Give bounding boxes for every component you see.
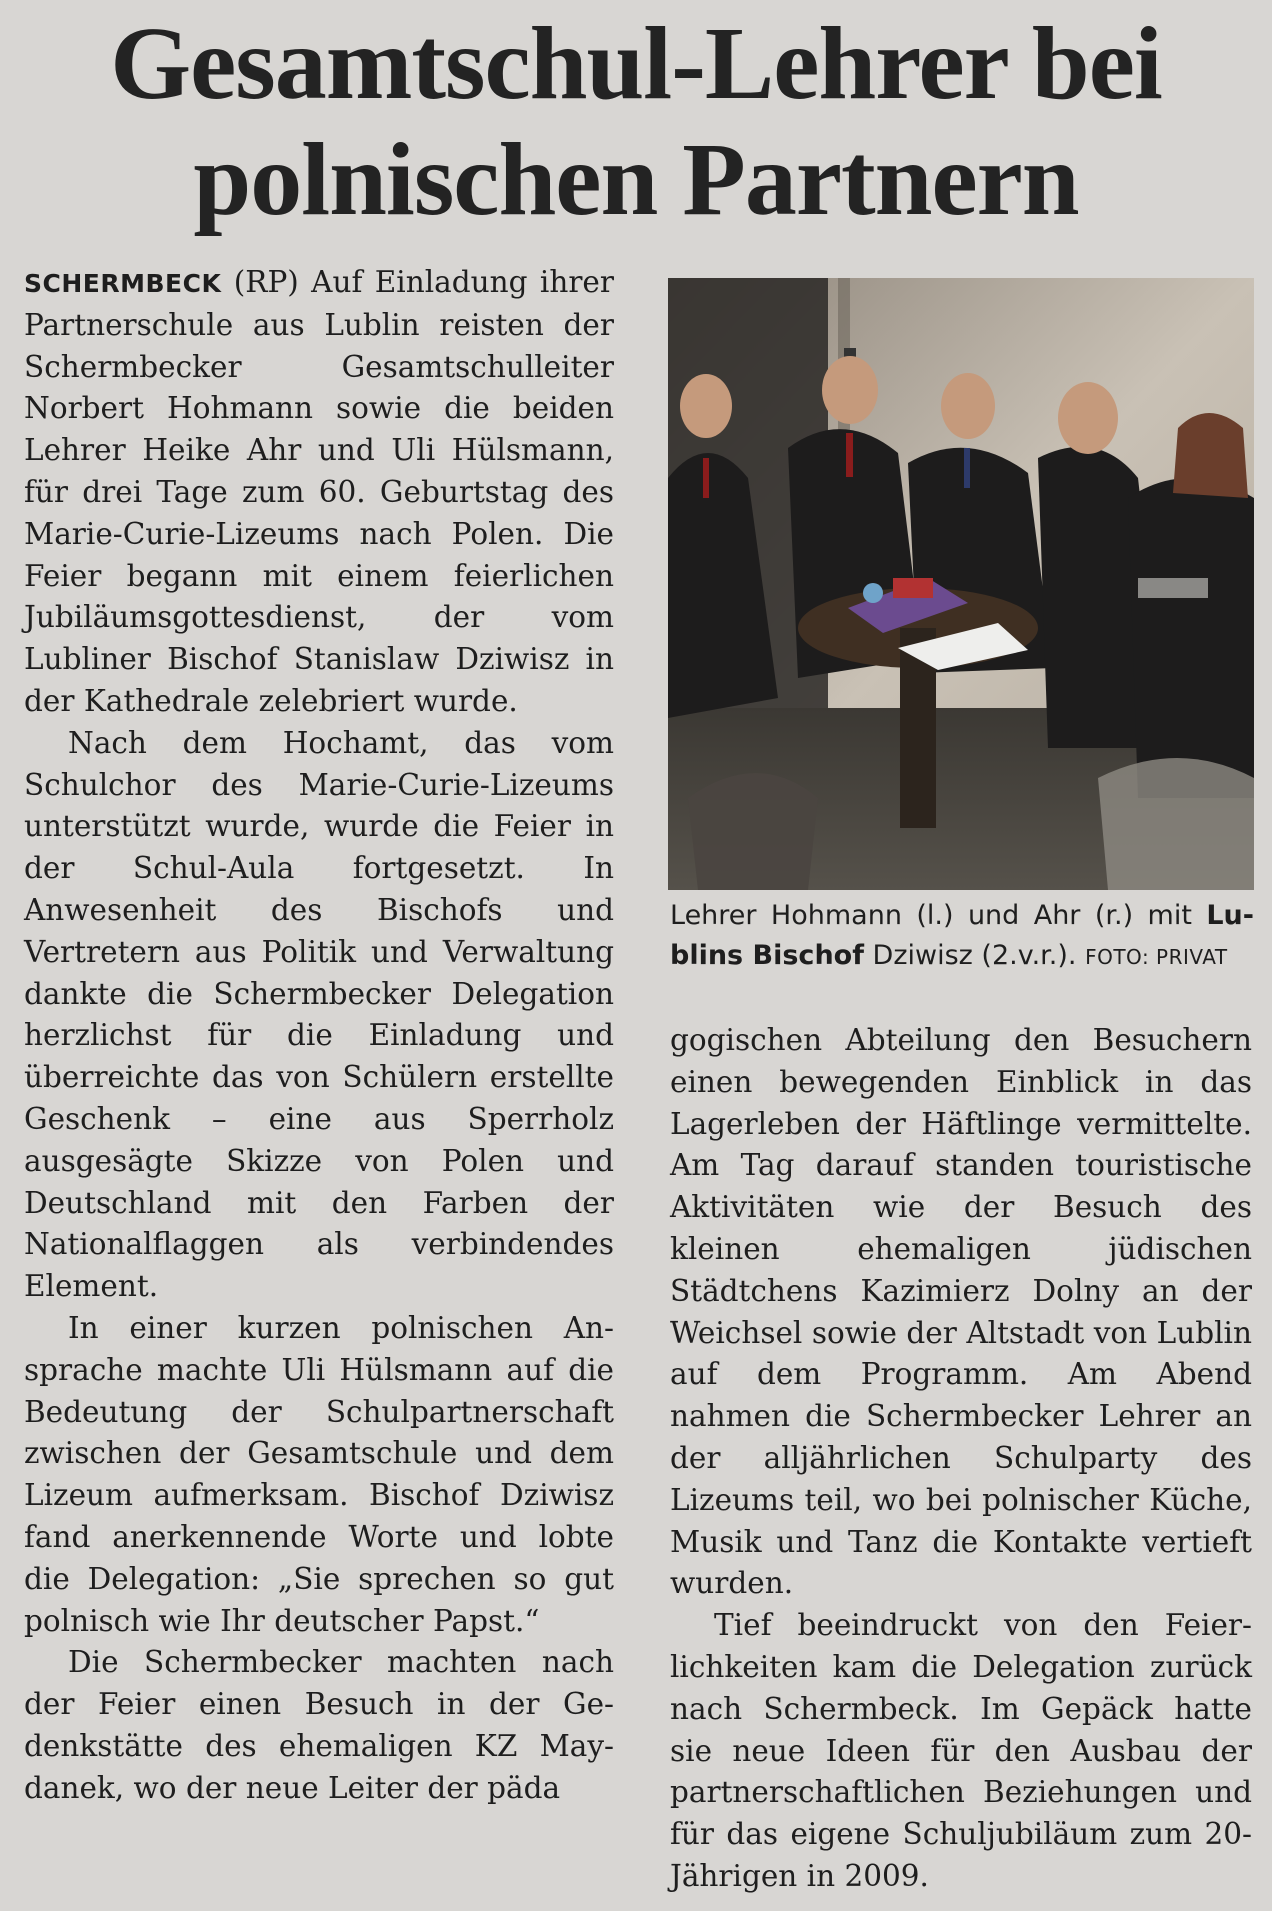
photo-credit: FOTO: PRIVAT bbox=[1085, 945, 1228, 969]
caption-bold-text: Lublins Bischof bbox=[670, 900, 1254, 971]
paragraph: Tief beeindruckt von den Feierlichkeiten kam die Delegation zurück nach Schermbeck. Im Gepäck hatte sie neue Ideen für den Ausbau der partnerschaftlichen Beziehungen und für das eigene Schuljubiläum zum 20-Jährigen in 2009. bbox=[670, 1608, 1252, 1893]
paragraph: In einer kurzen polnischen Ansprache machte Uli Hülsmann auf die Bedeutung der Schulpartnerschaft zwischen der Gesamtschule und dem Lizeum aufmerksam. Bischof Dziwisz fand anerkennende Worte und lobte die Delegation: „Sie sprechen so gut polnisch wie Ihr deutscher Papst.“ bbox=[24, 1310, 614, 1638]
headline-line-1: Gesamtschul-Lehrer bei bbox=[110, 6, 1162, 121]
caption-text: Lehrer Hohmann (l.) und Ahr (r.) mit bbox=[670, 900, 1207, 931]
paragraph: Nach dem Hochamt, das vom Schulchor des Marie-Curie-Lizeums unterstützt wurde, wurde die Feier in der Schul-Aula fortgesetzt. In Anwesenheit des Bischofs und Vertretern aus Politik und Verwaltung dankte die Schermbecker Delegation herzlichst für die Einladung und überreichte das von Schülern erstellte Geschenk – eine aus Sperrholz ausgesägte Skizze von Polen und Deutschland mit den Farben der Nationalflaggen als verbindendes Element. bbox=[24, 725, 614, 1304]
paragraph: Die Schermbecker machten nach der Feier einen Besuch in der Gedenkstätte des ehemaligen KZ Maydanek, wo der neue Leiter der päda bbox=[24, 1645, 614, 1805]
dateline: SCHERMBECK bbox=[24, 269, 222, 298]
headline bbox=[0, 6, 1272, 238]
photo-illustration bbox=[668, 278, 1254, 890]
paragraph: gogischen Abteilung den Besuchern einen bewegenden Einblick in das Lagerleben der Häftlinge vermittelte. Am Tag darauf standen touristische Aktivitäten wie der Besuch des kleinen ehemaligen jüdischen Städtchens Kazimierz Dolny an der Weichsel sowie der Altstadt von Lublin auf dem Programm. Am Abend nahmen die Schermbecker Lehrer an der alljährlichen Schulparty des Lizeums teil, wo bei polnischer Küche, Musik und Tanz die Kontakte vertieft wurden. bbox=[670, 1023, 1252, 1601]
article-photo bbox=[668, 278, 1254, 890]
photo-caption bbox=[670, 896, 1254, 977]
left-column bbox=[24, 262, 614, 1809]
paragraph-text: (RP) Auf Einladung ihrer Partnerschule aus Lublin reisten der Schermbecker Gesamtschulleiter Norbert Hohmann sowie die beiden Lehrer Heike Ahr und Uli Hülsmann, für drei Tage zum 60. Geburtstag des Marie-Curie-Lizeums nach Polen. Die Feier begann mit einem feierlichen Jubiläumsgottesdienst, der vom Lubliner Bischof Stanislaw Dziwisz in der Kathedrale zelebriert wurde. bbox=[24, 265, 614, 718]
paragraph bbox=[24, 262, 614, 723]
caption-text: Dziwisz (2.v.r.). bbox=[863, 940, 1086, 971]
headline-line-2: polnischen Partnern bbox=[193, 122, 1079, 237]
right-column bbox=[670, 1020, 1252, 1898]
